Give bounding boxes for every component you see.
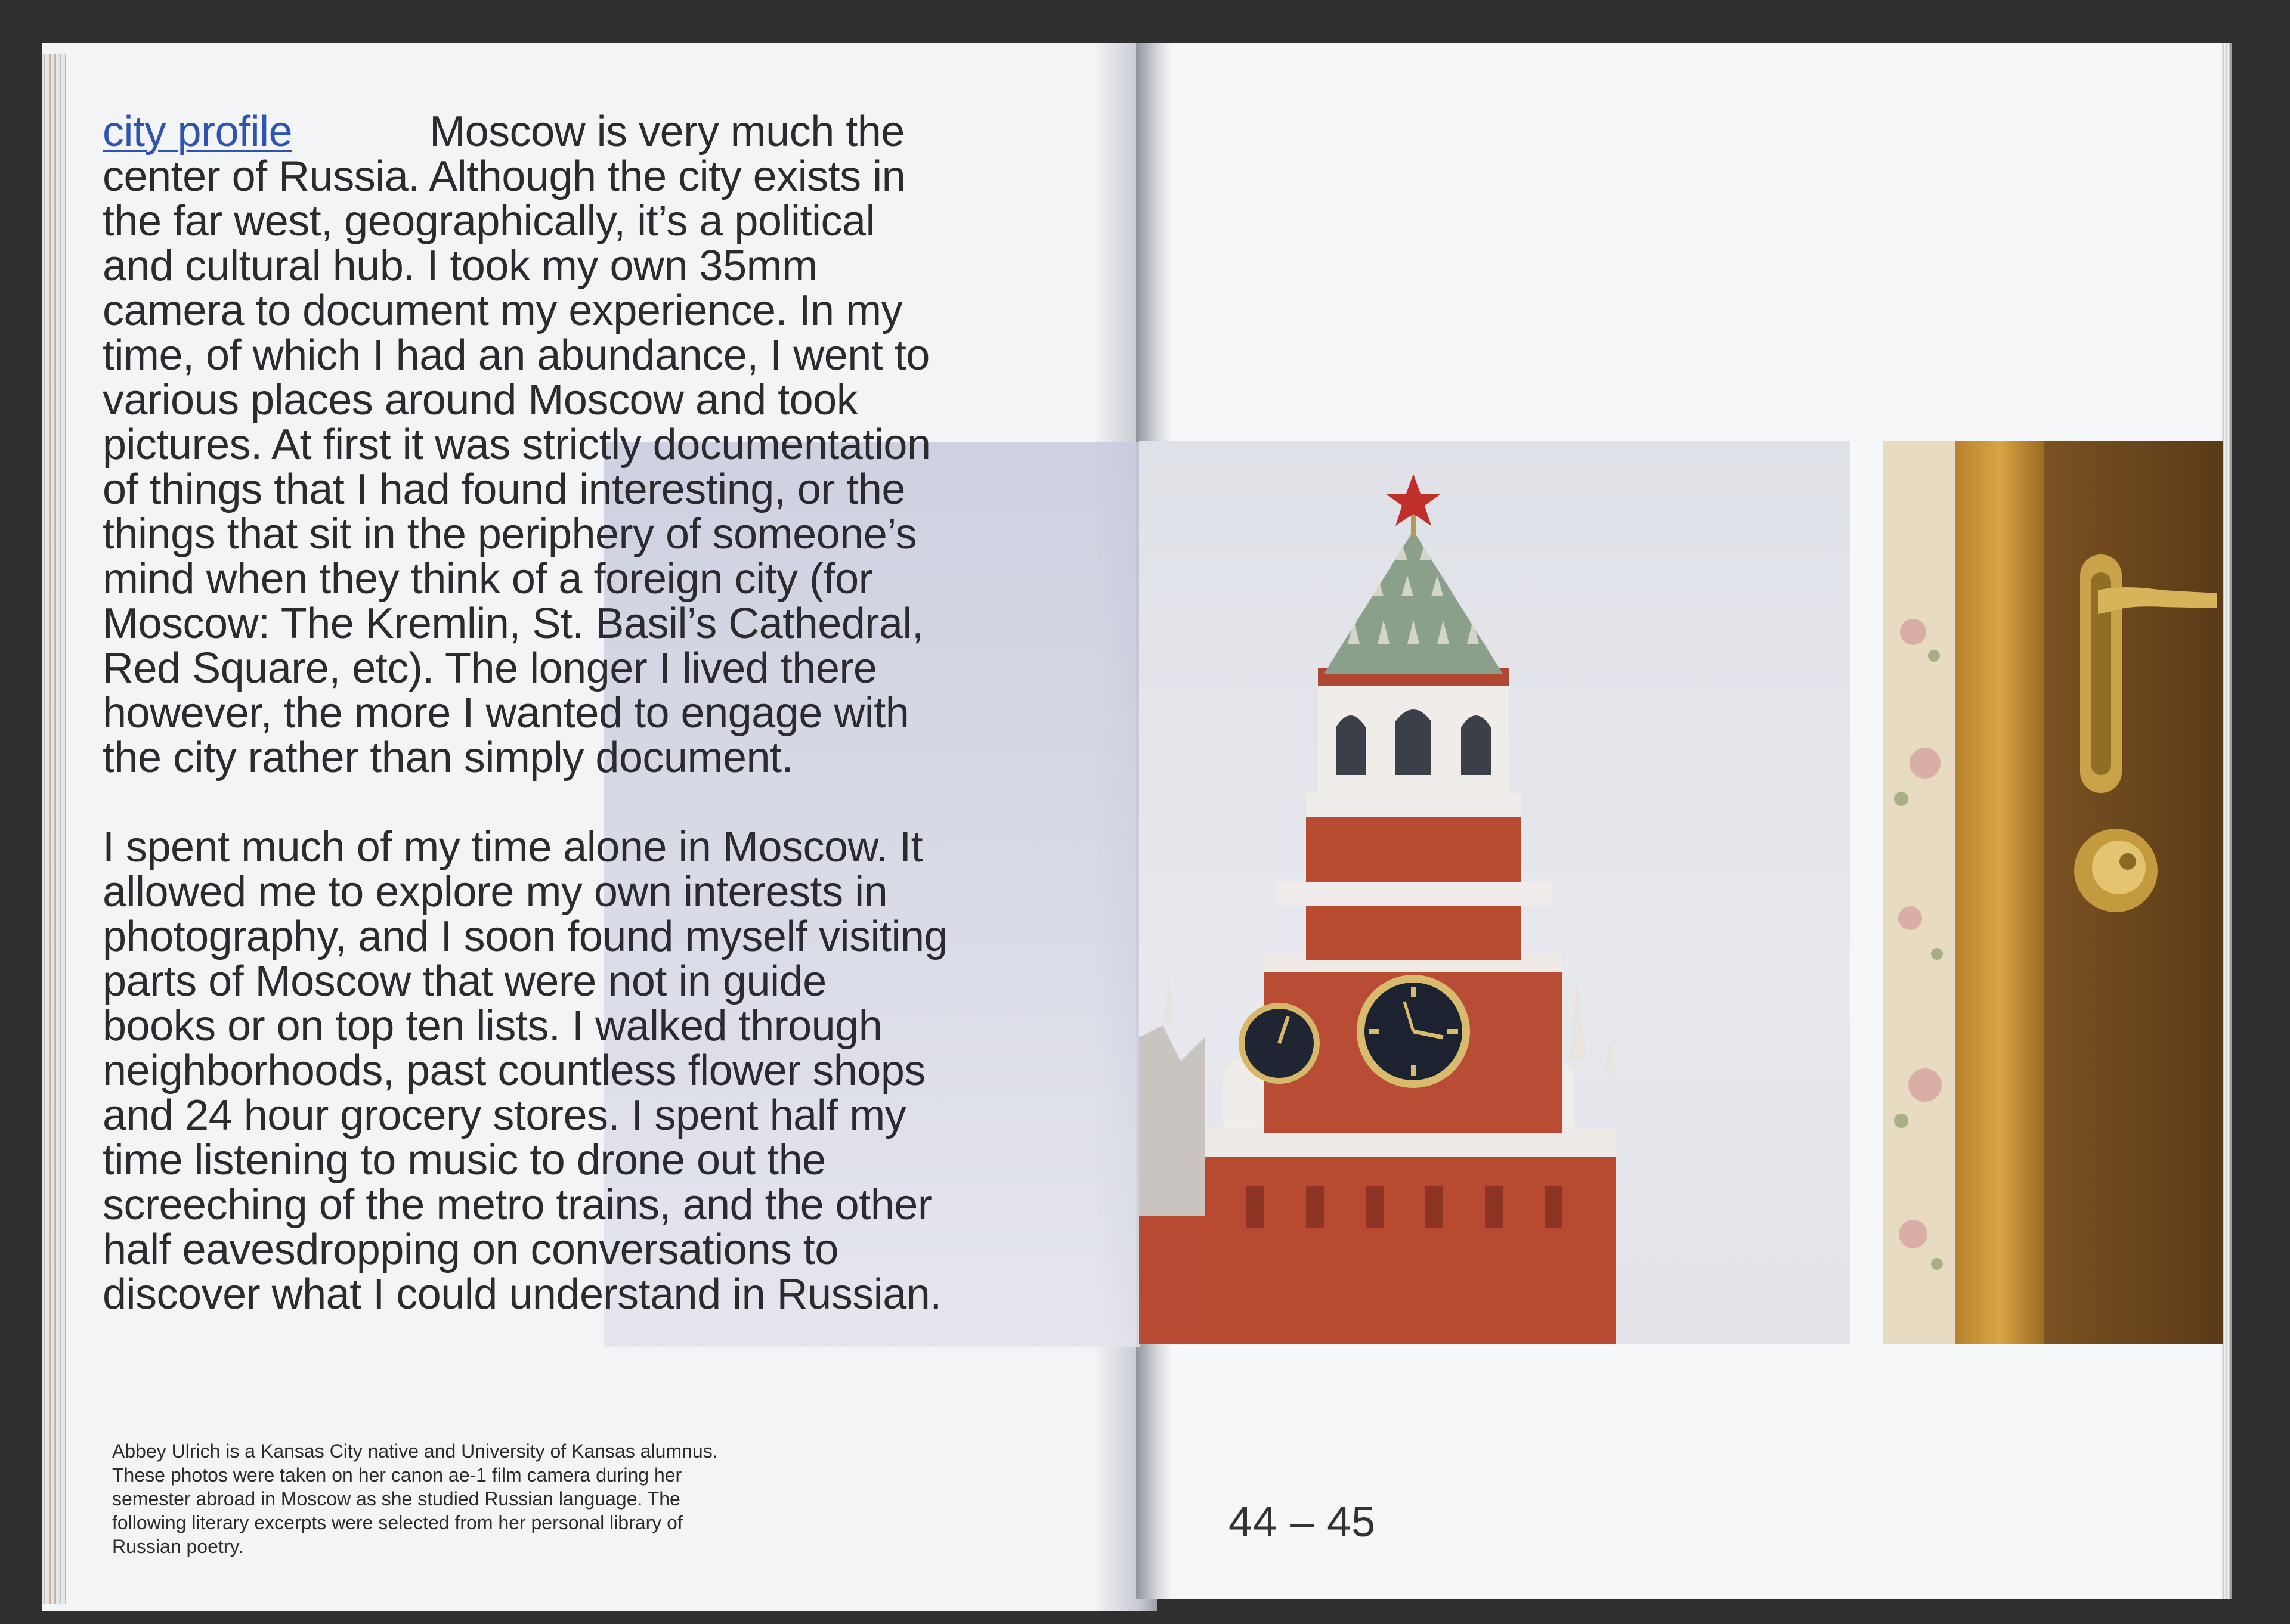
- tower-illustration: [1139, 441, 1850, 1344]
- left-page-edges: [42, 54, 66, 1604]
- page-numbers: 44 – 45: [1228, 1498, 1376, 1546]
- section-label: city profile: [103, 108, 293, 156]
- spasskaya-tower-photo: [1139, 441, 1850, 1344]
- article-body: [103, 110, 949, 1317]
- door-illustration: [1883, 441, 2223, 1344]
- author-bio: Abbey Ulrich is a Kansas City native and University of Kansas alumnus. These photos were taken on her canon ae-1 film camera during her semester abroad in Moscow as she studied Russian language. The following literary excerpts were selected from her personal library of Russian poetry.: [112, 1440, 718, 1557]
- paragraph-one: [103, 110, 949, 780]
- paragraph-one-text: Moscow is very much the center of Russia. Although the city exists in the far west, geographically, it’s a political and cultural hub. I took my own 35mm camera to document my experience. In my time, of which I had an abundance, I went to various places around Moscow and took pictures. At first it was strictly documentation of things that I had found interesting, or the things that sit in the periphery of someone’s mind when they think of a foreign city (for Moscow: The Kremlin, St. Basil’s Cathedral, Red Square, etc). The longer I lived there however, the more I wanted to engage with the city rather than simply document.: [103, 108, 931, 782]
- paragraph-two: I spent much of my time alone in Moscow. It allowed me to explore my own interests in photography, and I soon found myself visiting parts of Moscow that were not in guide books or on top ten lists. I walked through neighborhoods, past countless flower shops and 24 hour grocery stores. I spent half my time listening to music to drone out the screeching of the metro trains, and the other half eavesdropping on conversations to discover what I could understand in Russian.: [103, 823, 948, 1318]
- door-handle-photo: [1883, 441, 2223, 1344]
